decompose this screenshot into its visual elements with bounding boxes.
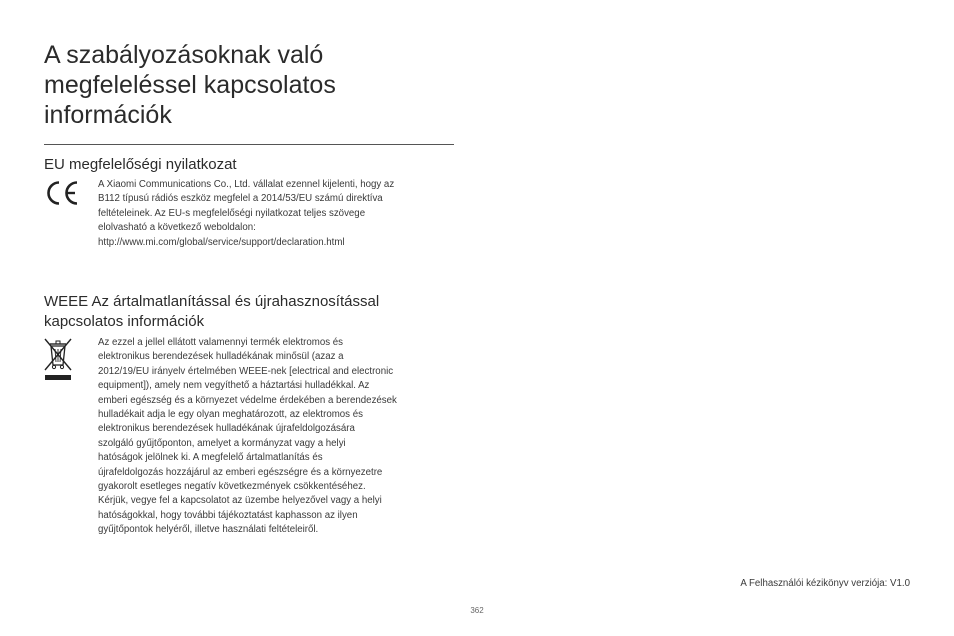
weee-information-text: Az ezzel a jellel ellátott valamennyi termék elektromos és elektronikus berendezések hulladékának minősül (azaz a 2012/19/EU irányelv értelmében WEEE-nek [electrical and electronic equipment]), amely nem vegyíthető a háztartási hulladékkal. Az emberi egészség és a környezet védelme érdekében a berendezések hulladékait adja le egy olyan meghatározott, az elektromos és elektronikus berendezések hulladékának újrafeldolgozására szolgáló gyűjtőponton, amelyet a kormányzat vagy a helyi hatóságok jelölnek ki. A megfelelő ártalmatlanítás és újrafeldolgozás hozzájárul az emberi egészségre és a környezetre gyakorolt esetleges negatív következmények csökkentéséhez. Kérjük, vegye fel a kapcsolatot az üzembe helyezővel vagy a helyi hatóságokkal, hogy további tájékoztatást kaphasson az ilyen gyűjtőpontok helyéről, illetve használati feltételeiről. [98,337,397,536]
ce-mark-icon [44,180,80,206]
page-title: A szabályozásoknak való megfeleléssel kapcsolatos információk [44,41,336,129]
eu-declaration-heading: EU megfelelőségi nyilatkozat [44,156,237,173]
page-number: 362 [470,606,484,615]
eu-declaration-text: A Xiaomi Communications Co., Ltd. vállalat ezennel kijelenti, hogy az B112 típusú rádiós eszköz megfelel a 2014/53/EU számú direktíva feltételeinek. Az EU-s megfelelőségi nyilatkozat teljes szövege elolvasható a következő weboldalon: http://www.mi.com/global/service/support/declaration.html [98,179,395,248]
crossed-out-bin-icon [43,337,73,383]
title-divider [44,144,454,145]
manual-version-label: A Felhasználói kézikönyv verziója: V1.0 [740,578,910,589]
weee-heading: WEEE Az ártalmatlanítással és újrahasznosítással kapcsolatos információk [44,293,380,330]
